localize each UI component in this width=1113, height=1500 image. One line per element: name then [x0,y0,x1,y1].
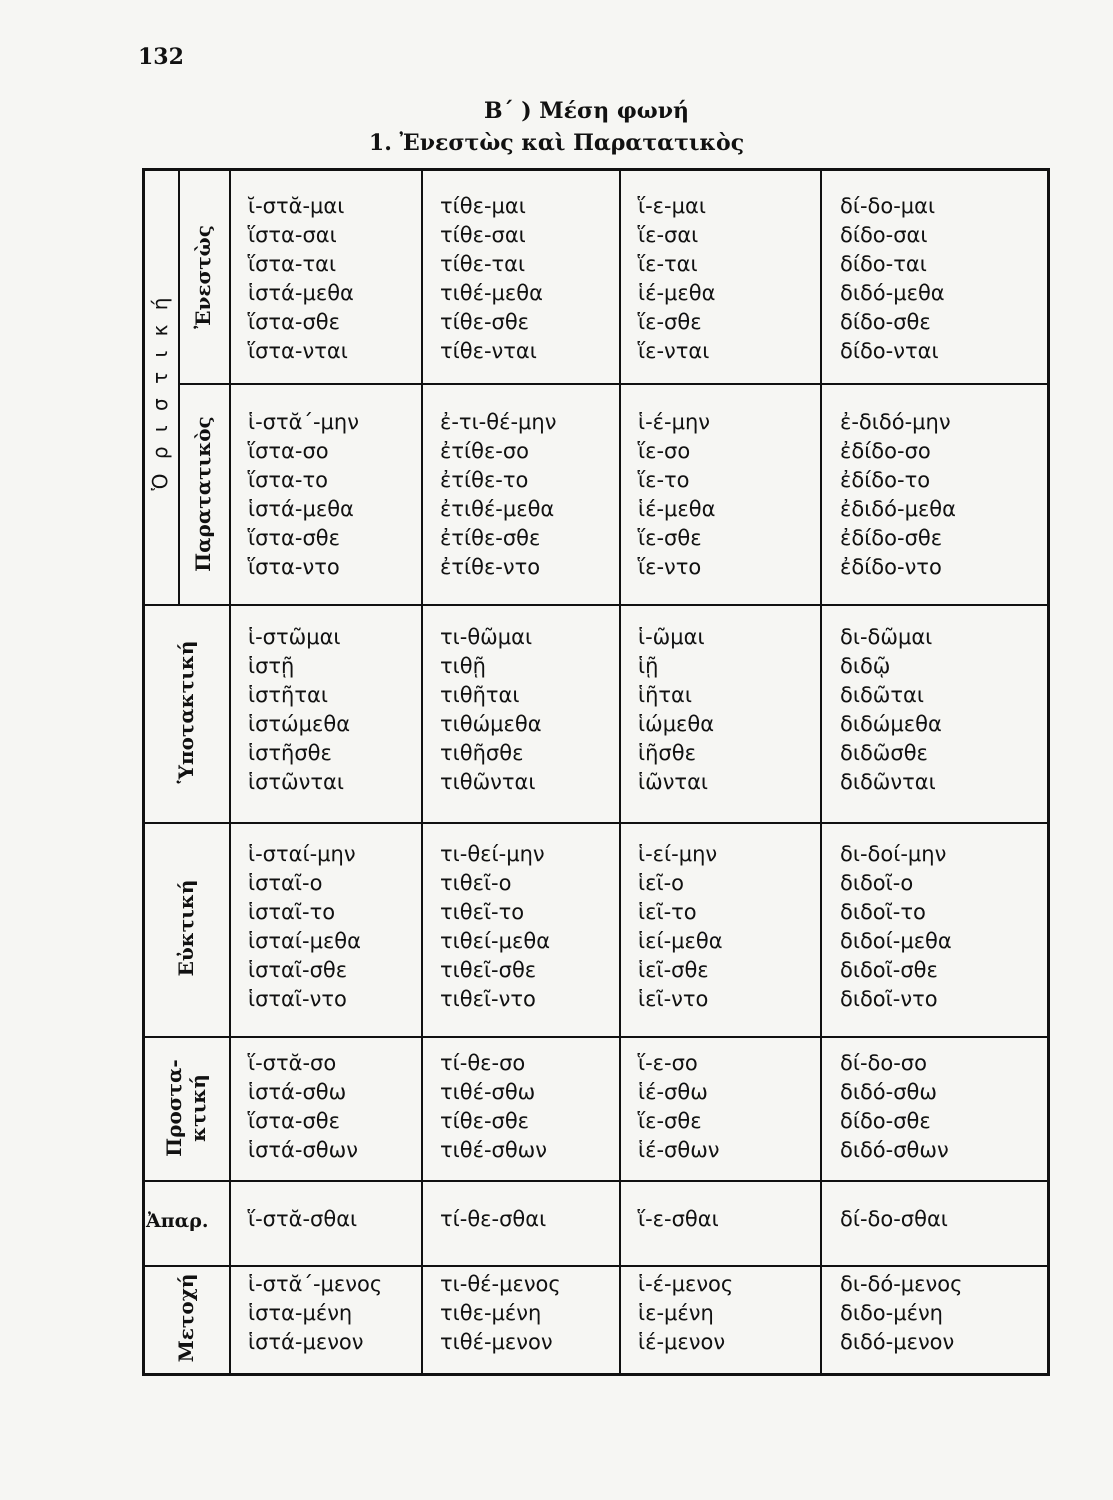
verb-form: τίθε-ται [440,252,526,276]
form-list [638,1270,733,1357]
verb-form: τιθῶνται [440,770,536,794]
verb-form: διδώμεθα [840,712,942,736]
cell-paratatikos-3 [638,408,715,582]
verb-form: ἐ-διδό-μην [840,410,951,434]
label-euktiki: Εὐκτική [174,879,198,977]
form-list [248,840,361,1014]
verb-form: ἵστα-σο [248,439,329,463]
cell-enestos-4 [840,192,945,366]
form-list [840,623,942,797]
verb-form: τιθῇ [440,654,486,678]
verb-form: διδο-μένη [840,1301,943,1325]
cell-enestos-1 [248,192,354,366]
verb-form: τιθεί-μεθα [440,929,551,953]
verb-form: τιθε-μένη [440,1301,542,1325]
grid-line [178,170,180,606]
verb-form: δίδο-σθε [840,310,931,334]
verb-form: ἱστά-μενον [248,1330,364,1354]
verb-form: ἱ-ῶμαι [638,625,705,649]
form-list [638,408,715,582]
verb-form: ἱ-στᾰ΄-μενος [248,1272,383,1296]
form-list [248,192,354,366]
verb-form: τίθε-σαι [440,223,526,247]
cell-euktiki-4 [840,840,952,1014]
verb-form: διδοῖ-ντο [840,987,938,1011]
grid-line [178,383,1048,385]
verb-form: ἱσταῖ-σθε [248,958,348,982]
verb-form: ἱσταῖ-ο [248,871,323,895]
verb-form: ἵστα-σθε [248,526,340,550]
cell-aparemfato-1 [248,1205,357,1234]
verb-form: τίθε-σθε [440,1109,530,1133]
verb-form: διδοῖ-το [840,900,926,924]
form-list [248,1270,382,1357]
verb-form: ἐδίδο-το [840,468,931,492]
cell-enestos-3 [638,192,715,366]
section-subtitle: 1. Ἐνεστὼς καὶ Παρατατικὸς [368,130,745,156]
form-list [840,192,945,366]
verb-form: δίδο-ται [840,252,927,276]
form-list [840,408,956,582]
verb-form: ἵστα-σαι [248,223,337,247]
verb-form: τι-θέ-μενος [440,1272,561,1296]
label-oristiki: Ὁ ρ ι σ τ ι κ ή [148,293,172,491]
verb-form: τιθέ-μεθα [440,281,543,305]
verb-form: ἱέ-σθων [638,1138,720,1162]
verb-form: ἱστά-μεθα [248,497,354,521]
verb-form: ἵ-ε-σο [638,1051,698,1075]
grid-line [144,604,1048,606]
verb-form: διδό-μεθα [840,281,945,305]
verb-form: ἱῆσθε [638,741,696,765]
cell-paratatikos-2 [440,408,556,582]
form-list [840,840,952,1014]
verb-form: ἵ-στᾰ-σο [248,1051,337,1075]
verb-form: τιθῆσθε [440,741,524,765]
verb-form: τιθέ-μενον [440,1330,553,1354]
grid-line [144,1265,1048,1267]
cell-ypotaktiki-2 [440,623,542,797]
cell-aparemfato-4 [840,1205,948,1234]
form-list [638,192,715,366]
verb-form: διδό-σθων [840,1138,949,1162]
verb-form: τιθέ-σθω [440,1080,536,1104]
cell-euktiki-1 [248,840,361,1014]
form-list [840,1049,949,1165]
cell-prostaktiki-3 [638,1049,720,1165]
verb-form: τιθεῖ-σθε [440,958,537,982]
label-prostaktiki [162,1059,210,1156]
form-list [440,1205,546,1234]
verb-form: διδοῖ-σθε [840,958,938,982]
form-list [638,840,723,1014]
verb-form: ἱσταῖ-ντο [248,987,347,1011]
form-list [248,1205,357,1234]
cell-paratatikos-1 [248,408,359,582]
verb-form: διδοί-μεθα [840,929,952,953]
verb-form: διδῷ [840,654,891,678]
verb-form: ἐτιθέ-μεθα [440,497,555,521]
verb-form: ἵε-σθε [638,1109,702,1133]
verb-form: ἐδίδο-σο [840,439,931,463]
verb-form: ἵστα-ντο [248,555,340,579]
verb-form: ἱ-στᾰ΄-μην [248,410,359,434]
verb-form: τί-θε-σθαι [440,1207,547,1231]
verb-form: ἱσταί-μεθα [248,929,361,953]
form-list [840,1270,962,1357]
verb-form: ἱῶνται [638,770,709,794]
verb-form: ἵ-ε-σθαι [638,1207,719,1231]
verb-form: ἱ-έ-μην [638,410,711,434]
cell-euktiki-3 [638,840,723,1014]
verb-form: ἵστα-ται [248,252,337,276]
verb-form: ἵε-σθε [638,526,702,550]
verb-form: δί-δο-μαι [840,194,936,218]
verb-form: ἐτίθε-το [440,468,529,492]
form-list [638,1049,720,1165]
verb-form: ἱστα-μένη [248,1301,353,1325]
form-list [248,1049,358,1165]
cell-prostaktiki-1 [248,1049,358,1165]
verb-form: ἵε-σαι [638,223,699,247]
form-list [440,408,556,582]
form-list [248,408,359,582]
verb-form: ἱώμεθα [638,712,715,736]
verb-form: διδῶνται [840,770,936,794]
verb-form: δίδο-σαι [840,223,928,247]
label-ypotaktiki: Ὑποτακτική [174,640,198,784]
verb-form: ἵ-στᾰ-σθαι [248,1207,358,1231]
form-list [440,623,542,797]
verb-form: ἵε-ντο [638,555,702,579]
cell-ypotaktiki-4 [840,623,942,797]
label-enestos: Ἐνεστὼς [191,225,215,329]
verb-form: ἱεῖ-σθε [638,958,709,982]
verb-form: τιθέ-σθων [440,1138,547,1162]
verb-form: δι-δό-μενος [840,1272,963,1296]
verb-form: τι-θεί-μην [440,842,545,866]
label-prostaktiki-line2: κτική [186,1074,210,1142]
verb-form: δί-δο-σθαι [840,1207,948,1231]
verb-form: ἱστώμεθα [248,712,351,736]
verb-form: ἱ-στῶμαι [248,625,341,649]
verb-form: τιθώμεθα [440,712,542,736]
verb-form: δίδο-νται [840,339,939,363]
verb-form: ἐ-τι-θέ-μην [440,410,557,434]
verb-form: δι-δοί-μην [840,842,947,866]
verb-form: ἱέ-μεθα [638,281,716,305]
grid-line [820,170,822,1374]
verb-form: δι-δῶμαι [840,625,933,649]
verb-form: ἱ-εί-μην [638,842,718,866]
verb-form: ἵστα-σθε [248,310,340,334]
cell-metochi-1 [248,1270,382,1357]
form-list [638,1205,719,1234]
verb-form: ἱστά-σθω [248,1080,347,1104]
cell-metochi-3 [638,1270,733,1357]
verb-form: διδῶσθε [840,741,928,765]
verb-form: ἐτίθε-ντο [440,555,541,579]
verb-form: ἱστῇ [248,654,295,678]
verb-form: ἐδιδό-μεθα [840,497,956,521]
verb-form: τιθεῖ-ο [440,871,512,895]
form-list [440,1049,547,1165]
form-list [638,623,714,797]
cell-euktiki-2 [440,840,550,1014]
verb-form: ἱεῖ-ντο [638,987,709,1011]
verb-form: ἱ-έ-μενος [638,1272,734,1296]
verb-form: ἱέ-μενον [638,1330,726,1354]
verb-form: ἐτίθε-σο [440,439,530,463]
verb-form: τιθῆται [440,683,520,707]
verb-form: ἱε-μένη [638,1301,714,1325]
verb-form: τίθε-σθε [440,310,530,334]
page-number: 132 [138,44,184,70]
verb-form: διδοῖ-ο [840,871,914,895]
verb-form: ἐτίθε-σθε [440,526,541,550]
verb-form: ἱστῆται [248,683,328,707]
section-title: Β΄ ) Μέση φωνή [483,98,690,124]
verb-form: ἐδίδο-σθε [840,526,943,550]
verb-form: τι-θῶμαι [440,625,533,649]
verb-form: ἵε-σο [638,439,691,463]
verb-form: ἱ-σταί-μην [248,842,356,866]
verb-form: τιθεῖ-ντο [440,987,536,1011]
verb-form: διδῶται [840,683,924,707]
cell-ypotaktiki-3 [638,623,714,797]
verb-form: ἱστά-μεθα [248,281,354,305]
cell-ypotaktiki-1 [248,623,350,797]
verb-form: ῐ-στᾰ-μαι [248,194,345,218]
grid-line [619,170,621,1374]
verb-form: ἱέ-μεθα [638,497,716,521]
verb-form: ἐδίδο-ντο [840,555,942,579]
form-list [440,1270,561,1357]
verb-form: ἵστα-σθε [248,1109,340,1133]
verb-form: ἱῆται [638,683,693,707]
grid-line [144,1036,1048,1038]
verb-form: δίδο-σθε [840,1109,931,1133]
verb-form: ἱσταῖ-το [248,900,336,924]
verb-form: ἱστά-σθων [248,1138,358,1162]
form-list [440,840,550,1014]
form-list [840,1205,948,1234]
cell-enestos-2 [440,192,543,366]
grid-line [144,822,1048,824]
verb-form: ἱστῶνται [248,770,344,794]
verb-form: ἵε-το [638,468,690,492]
verb-form: τίθε-μαι [440,194,526,218]
label-aparemfato: Ἀπαρ. [146,1210,209,1232]
cell-prostaktiki-4 [840,1049,949,1165]
verb-form: ἱεῖ-ο [638,871,684,895]
form-list [248,623,350,797]
verb-form: διδό-μενον [840,1330,955,1354]
label-metochi: Μετοχή [174,1273,198,1363]
form-list [440,192,543,366]
label-prostaktiki-line1: Προστα- [162,1059,186,1157]
cell-paratatikos-4 [840,408,956,582]
cell-prostaktiki-2 [440,1049,547,1165]
verb-form: τί-θε-σο [440,1051,526,1075]
verb-form: τιθεῖ-το [440,900,525,924]
verb-form: ἱεί-μεθα [638,929,723,953]
verb-form: διδό-σθω [840,1080,937,1104]
verb-form: ἱέ-σθω [638,1080,708,1104]
verb-form: ἱῇ [638,654,659,678]
verb-form: ἱεῖ-το [638,900,697,924]
cell-metochi-2 [440,1270,561,1357]
verb-form: ἵε-ται [638,252,698,276]
verb-form: ἱστῆσθε [248,741,332,765]
grid-line [421,170,423,1374]
grid-line [229,170,231,1374]
cell-aparemfato-2 [440,1205,546,1234]
verb-form: ἵστα-το [248,468,328,492]
verb-form: τίθε-νται [440,339,537,363]
grid-line [144,1180,1048,1182]
cell-metochi-4 [840,1270,962,1357]
verb-form: ἵ-ε-μαι [638,194,706,218]
verb-form: ἵε-σθε [638,310,702,334]
cell-aparemfato-3 [638,1205,719,1234]
label-paratatikos: Παρατατικὸς [191,416,215,572]
verb-form: ἵστα-νται [248,339,348,363]
verb-form: ἵε-νται [638,339,710,363]
verb-form: δί-δο-σο [840,1051,927,1075]
